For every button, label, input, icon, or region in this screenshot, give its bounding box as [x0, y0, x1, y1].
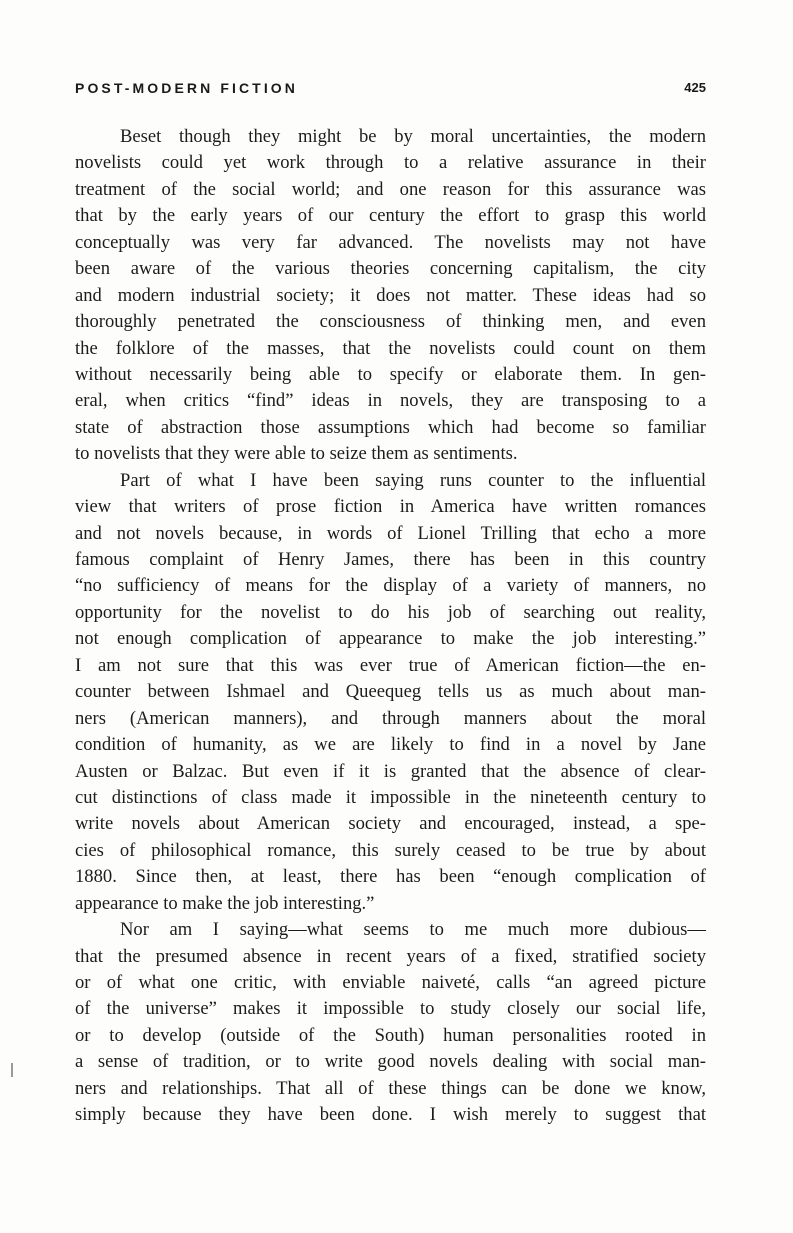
paragraph-2	[75, 468, 706, 917]
text-line: and modern industrial society; it does not matter. These ideas had so	[75, 284, 706, 306]
page-number: 425	[684, 80, 706, 95]
text-line: I am not sure that this was ever true of American fiction—the en-	[75, 654, 706, 676]
text-line: eral, when critics “find” ideas in novels, they are transposing to a	[75, 390, 706, 412]
text-line: ners (American manners), and through manners about the moral	[75, 707, 706, 729]
paragraph-3	[75, 917, 706, 1129]
text-line: conceptually was very far advanced. The novelists may not have	[75, 231, 706, 253]
text-line: cut distinctions of class made it impossible in the nineteenth century to	[75, 786, 706, 808]
body-text	[75, 124, 706, 1129]
text-line: Beset though they might be by moral uncertainties, the modern	[120, 126, 706, 147]
text-line: the folklore of the masses, that the novelists could count on them	[75, 337, 706, 359]
text-line: Austen or Balzac. But even if it is granted that the absence of clear-	[75, 760, 706, 782]
text-line: thoroughly penetrated the consciousness of thinking men, and even	[75, 311, 706, 333]
text-line: condition of humanity, as we are likely to find in a novel by Jane	[75, 734, 706, 756]
paragraph-1	[75, 124, 706, 468]
text-line: view that writers of prose fiction in America have written romances	[75, 496, 706, 518]
text-line: of the universe” makes it impossible to study closely our social life,	[75, 998, 706, 1020]
running-title: POST-MODERN FICTION	[75, 80, 299, 96]
margin-mark	[11, 1063, 13, 1077]
text-line: Part of what I have been saying runs counter to the influential	[120, 469, 706, 491]
text-line: famous complaint of Henry James, there has been in this country	[75, 549, 706, 570]
text-line: that the presumed absence in recent years of a fixed, stratified society	[75, 945, 706, 967]
text-line: to novelists that they were able to seize them as sentiments.	[75, 443, 518, 465]
text-line: Nor am I saying—what seems to me much more dubious—	[120, 919, 706, 941]
text-line: novelists could yet work through to a relative assurance in their	[75, 152, 706, 174]
running-head	[75, 80, 706, 102]
text-line: opportunity for the novelist to do his job of searching out reality,	[75, 601, 706, 623]
text-line: simply because they have been done. I wish merely to suggest that	[75, 1104, 706, 1126]
text-line: not enough complication of appearance to make the job interesting.”	[75, 628, 706, 650]
text-line: that by the early years of our century the effort to grasp this world	[75, 205, 706, 227]
text-line: or of what one critic, with enviable naiveté, calls “an agreed picture	[75, 972, 706, 993]
text-line: and not novels because, in words of Lionel Trilling that echo a more	[75, 522, 706, 544]
text-line: been aware of the various theories concerning capitalism, the city	[75, 258, 706, 280]
text-line: counter between Ishmael and Queequeg tells us as much about man-	[75, 681, 706, 703]
text-line: ners and relationships. That all of these things can be done we know,	[75, 1077, 706, 1099]
text-line: a sense of tradition, or to write good novels dealing with social man-	[75, 1051, 706, 1073]
text-line: or to develop (outside of the South) human personalities rooted in	[75, 1024, 706, 1046]
text-line: write novels about American society and encouraged, instead, a spe-	[75, 813, 706, 835]
text-line: cies of philosophical romance, this surely ceased to be true by about	[75, 839, 706, 861]
text-line: state of abstraction those assumptions which had become so familiar	[75, 416, 706, 438]
text-line: treatment of the social world; and one reason for this assurance was	[75, 178, 706, 200]
text-line: appearance to make the job interesting.”	[75, 892, 375, 914]
text-line: without necessarily being able to specify or elaborate them. In gen-	[75, 363, 706, 385]
text-line: 1880. Since then, at least, there has been “enough complication of	[75, 866, 706, 888]
text-line: “no sufficiency of means for the display of a variety of manners, no	[75, 575, 706, 597]
